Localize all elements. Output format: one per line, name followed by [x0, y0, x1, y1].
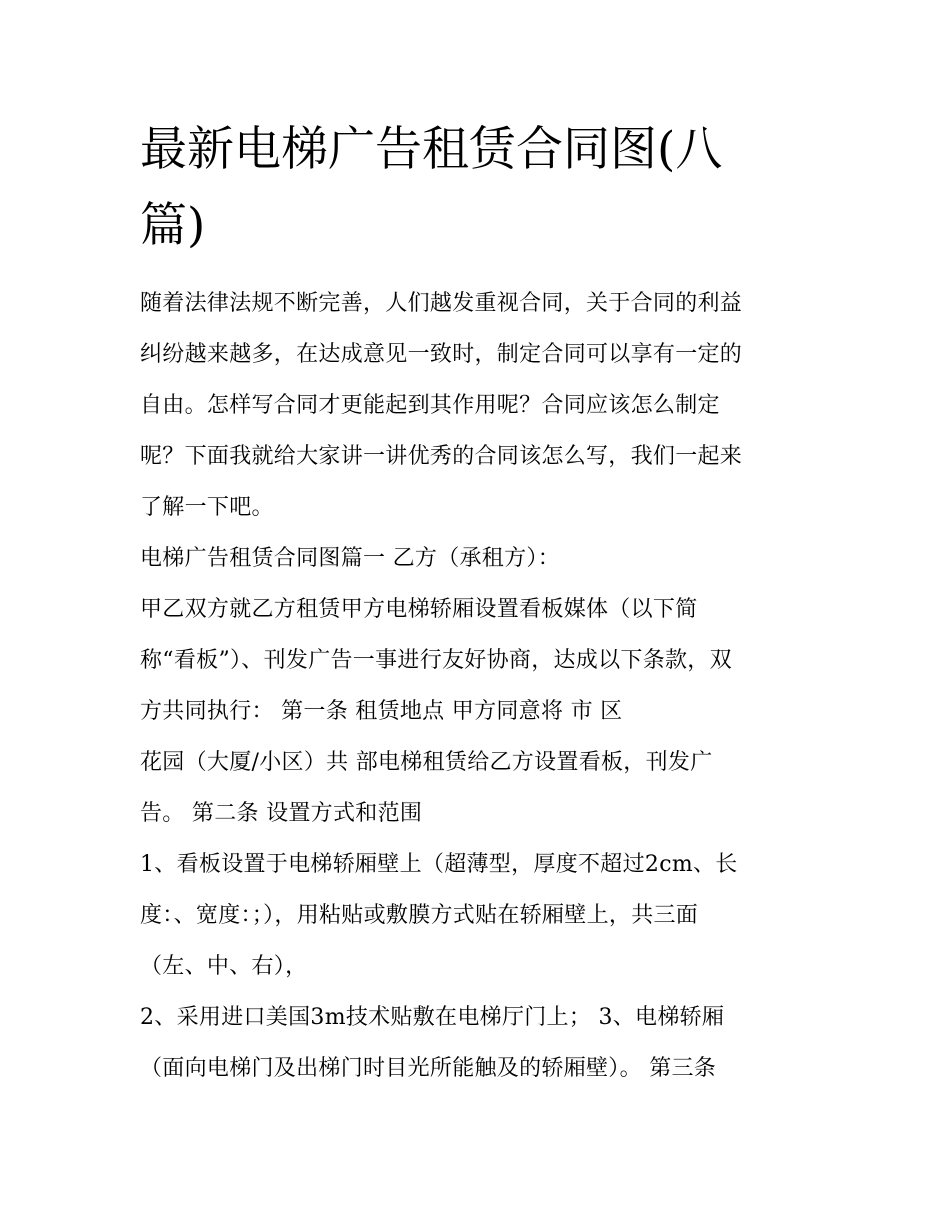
body-line: 1、看板设置于电梯轿厢壁上（超薄型，厚度不超过2cm、长: [140, 852, 738, 877]
body-line: 2、采用进口美国3m技术贴敷在电梯厅门上； 3、电梯轿厢: [140, 1005, 725, 1030]
body-line: 称“看板”）、刊发广告一事进行友好协商，达成以下条款，双: [140, 648, 732, 673]
body-line: （左、中、右），: [140, 954, 308, 979]
body-line: 度：、宽度：；），用粘贴或敷膜方式贴在轿厢壁上，共三面: [140, 903, 699, 928]
section-heading: 电梯广告租赁合同图篇一 乙方（承租方）：: [140, 546, 560, 571]
body-line: 甲乙双方就乙方租赁甲方电梯轿厢设置看板媒体（以下简: [140, 597, 698, 622]
body-line: 纠纷越来越多，在达成意见一致时，制定合同可以享有一定的: [140, 342, 743, 367]
body-line: 自由。怎样写合同才更能起到其作用呢？合同应该怎么制定: [140, 393, 720, 418]
body-line: 花园（大厦/小区）共 部电梯租赁给乙方设置看板，刊发广: [140, 750, 713, 775]
body-line: 告。 第二条 设置方式和范围: [140, 801, 423, 826]
document-body: [140, 278, 820, 1094]
body-line: 随着法律法规不断完善，人们越发重视合同，关于合同的利益: [140, 291, 743, 316]
body-line: 了解一下吧。: [140, 495, 274, 520]
body-line: 呢？下面我就给大家讲一讲优秀的合同该怎么写，我们一起来: [140, 444, 743, 469]
body-line: 方共同执行： 第一条 租赁地点 甲方同意将 市 区: [140, 699, 623, 724]
document-title: 最新电梯广告租赁合同图(八篇): [140, 122, 723, 253]
body-line: （面向电梯门及出梯门时目光所能触及的轿厢壁）。 第三条: [140, 1056, 717, 1081]
